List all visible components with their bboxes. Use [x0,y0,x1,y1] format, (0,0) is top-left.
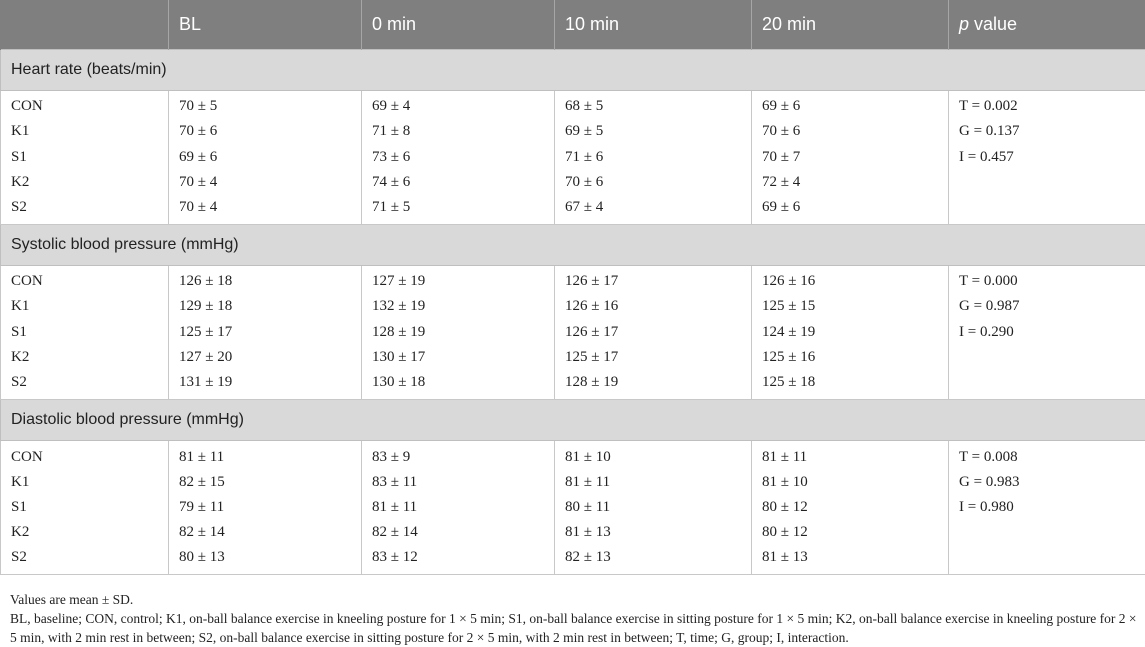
value-cell: 68 ± 5 [555,90,752,119]
value-cell: 125 ± 18 [752,370,949,399]
p-value-cell: G = 0.987 [949,294,1145,319]
value-cell: 80 ± 11 [555,495,752,520]
value-cell: 81 ± 13 [752,546,949,575]
value-cell: 83 ± 9 [362,440,555,469]
table-row [1,345,1145,370]
value-cell: 71 ± 5 [362,195,555,224]
table-footnotes [10,590,1140,647]
value-cell: 83 ± 11 [362,469,555,494]
group-label-cell: S1 [1,495,169,520]
table-row [1,520,1145,545]
value-cell: 71 ± 8 [362,119,555,144]
values-note: Values are mean ± SD. [10,592,134,607]
group-label-cell: K2 [1,345,169,370]
value-cell: 69 ± 6 [752,195,949,224]
value-cell: 126 ± 16 [555,294,752,319]
p-value-cell [949,345,1145,370]
p-value-cell: T = 0.008 [949,440,1145,469]
p-value-cell [949,520,1145,545]
value-cell: 81 ± 13 [555,520,752,545]
value-cell: 79 ± 11 [169,495,362,520]
p-value-cell [949,546,1145,575]
value-cell: 129 ± 18 [169,294,362,319]
group-label-cell: CON [1,440,169,469]
value-cell: 82 ± 15 [169,469,362,494]
value-cell: 126 ± 17 [555,265,752,294]
group-label-cell: CON [1,90,169,119]
value-cell: 125 ± 17 [555,345,752,370]
value-cell: 130 ± 18 [362,370,555,399]
p-value-cell [949,370,1145,399]
table-row [1,265,1145,294]
value-cell: 132 ± 19 [362,294,555,319]
p-value-cell: G = 0.983 [949,469,1145,494]
table-header-row [1,0,1145,49]
p-value-cell [949,170,1145,195]
table-row [1,90,1145,119]
value-cell: 126 ± 17 [555,320,752,345]
section-row [1,224,1145,265]
value-cell: 69 ± 6 [752,90,949,119]
header-cell-0min: 0 min [362,0,555,49]
value-cell: 125 ± 15 [752,294,949,319]
group-label-cell: CON [1,265,169,294]
value-cell: 82 ± 13 [555,546,752,575]
value-cell: 70 ± 4 [169,170,362,195]
p-value-cell: T = 0.002 [949,90,1145,119]
value-cell: 70 ± 4 [169,195,362,224]
table-row [1,144,1145,169]
section-row [1,49,1145,90]
value-cell: 74 ± 6 [362,170,555,195]
p-value-cell: I = 0.457 [949,144,1145,169]
value-cell: 80 ± 12 [752,495,949,520]
group-label-cell: S2 [1,195,169,224]
table-row [1,546,1145,575]
value-cell: 127 ± 20 [169,345,362,370]
p-value-cell: I = 0.290 [949,320,1145,345]
value-cell: 81 ± 11 [169,440,362,469]
value-cell: 80 ± 12 [752,520,949,545]
table-row [1,119,1145,144]
value-cell: 72 ± 4 [752,170,949,195]
p-value-cell [949,195,1145,224]
value-cell: 128 ± 19 [362,320,555,345]
header-cell-20min: 20 min [752,0,949,49]
value-cell: 81 ± 11 [752,440,949,469]
p-value-cell: I = 0.980 [949,495,1145,520]
value-cell: 81 ± 10 [555,440,752,469]
value-cell: 67 ± 4 [555,195,752,224]
p-value-cell: G = 0.137 [949,119,1145,144]
value-cell: 69 ± 6 [169,144,362,169]
value-cell: 69 ± 5 [555,119,752,144]
table-body [1,49,1145,575]
value-cell: 69 ± 4 [362,90,555,119]
group-label-cell: S1 [1,144,169,169]
abbreviations-note: BL, baseline; CON, control; K1, on-ball balance exercise in kneeling posture for 1 × 5 min; S1, on-ball balance exercise in sitting posture for 1 × 5 min; K2, on-ball balance exercise in kneeling posture for 2 × 5 min, with 2 min rest in between; S2, on-ball balance exercise in sitting posture for 2 × 5 min, with 2 min rest in between; T, time; G, group; I, interaction. [10,611,1137,645]
p-value-rest: value [969,13,1018,34]
group-label-cell: S1 [1,320,169,345]
table-row [1,440,1145,469]
table-row [1,170,1145,195]
table-row [1,469,1145,494]
value-cell: 130 ± 17 [362,345,555,370]
value-cell: 82 ± 14 [362,520,555,545]
value-cell: 70 ± 7 [752,144,949,169]
value-cell: 73 ± 6 [362,144,555,169]
p-value-cell: T = 0.000 [949,265,1145,294]
section-title: Diastolic blood pressure (mmHg) [1,399,1145,440]
value-cell: 128 ± 19 [555,370,752,399]
group-label-cell: K1 [1,469,169,494]
table-row [1,294,1145,319]
value-cell: 124 ± 19 [752,320,949,345]
header-cell-bl: BL [169,0,362,49]
group-label-cell: K2 [1,170,169,195]
header-cell-p-value [949,0,1145,49]
table-row [1,370,1145,399]
section-row [1,399,1145,440]
section-title: Heart rate (beats/min) [1,49,1145,90]
group-label-cell: K1 [1,294,169,319]
table-row [1,495,1145,520]
value-cell: 127 ± 19 [362,265,555,294]
value-cell: 80 ± 13 [169,546,362,575]
group-label-cell: K1 [1,119,169,144]
table-row [1,320,1145,345]
value-cell: 70 ± 6 [169,119,362,144]
value-cell: 82 ± 14 [169,520,362,545]
value-cell: 126 ± 18 [169,265,362,294]
table-row [1,195,1145,224]
value-cell: 81 ± 11 [555,469,752,494]
header-cell-10min: 10 min [555,0,752,49]
value-cell: 81 ± 10 [752,469,949,494]
value-cell: 71 ± 6 [555,144,752,169]
value-cell: 70 ± 6 [555,170,752,195]
header-cell-blank [1,0,169,49]
value-cell: 70 ± 6 [752,119,949,144]
section-title: Systolic blood pressure (mmHg) [1,224,1145,265]
group-label-cell: S2 [1,370,169,399]
value-cell: 125 ± 17 [169,320,362,345]
value-cell: 126 ± 16 [752,265,949,294]
value-cell: 83 ± 12 [362,546,555,575]
group-label-cell: K2 [1,520,169,545]
value-cell: 125 ± 16 [752,345,949,370]
value-cell: 81 ± 11 [362,495,555,520]
p-italic: p [959,13,970,34]
value-cell: 131 ± 19 [169,370,362,399]
group-label-cell: S2 [1,546,169,575]
value-cell: 70 ± 5 [169,90,362,119]
